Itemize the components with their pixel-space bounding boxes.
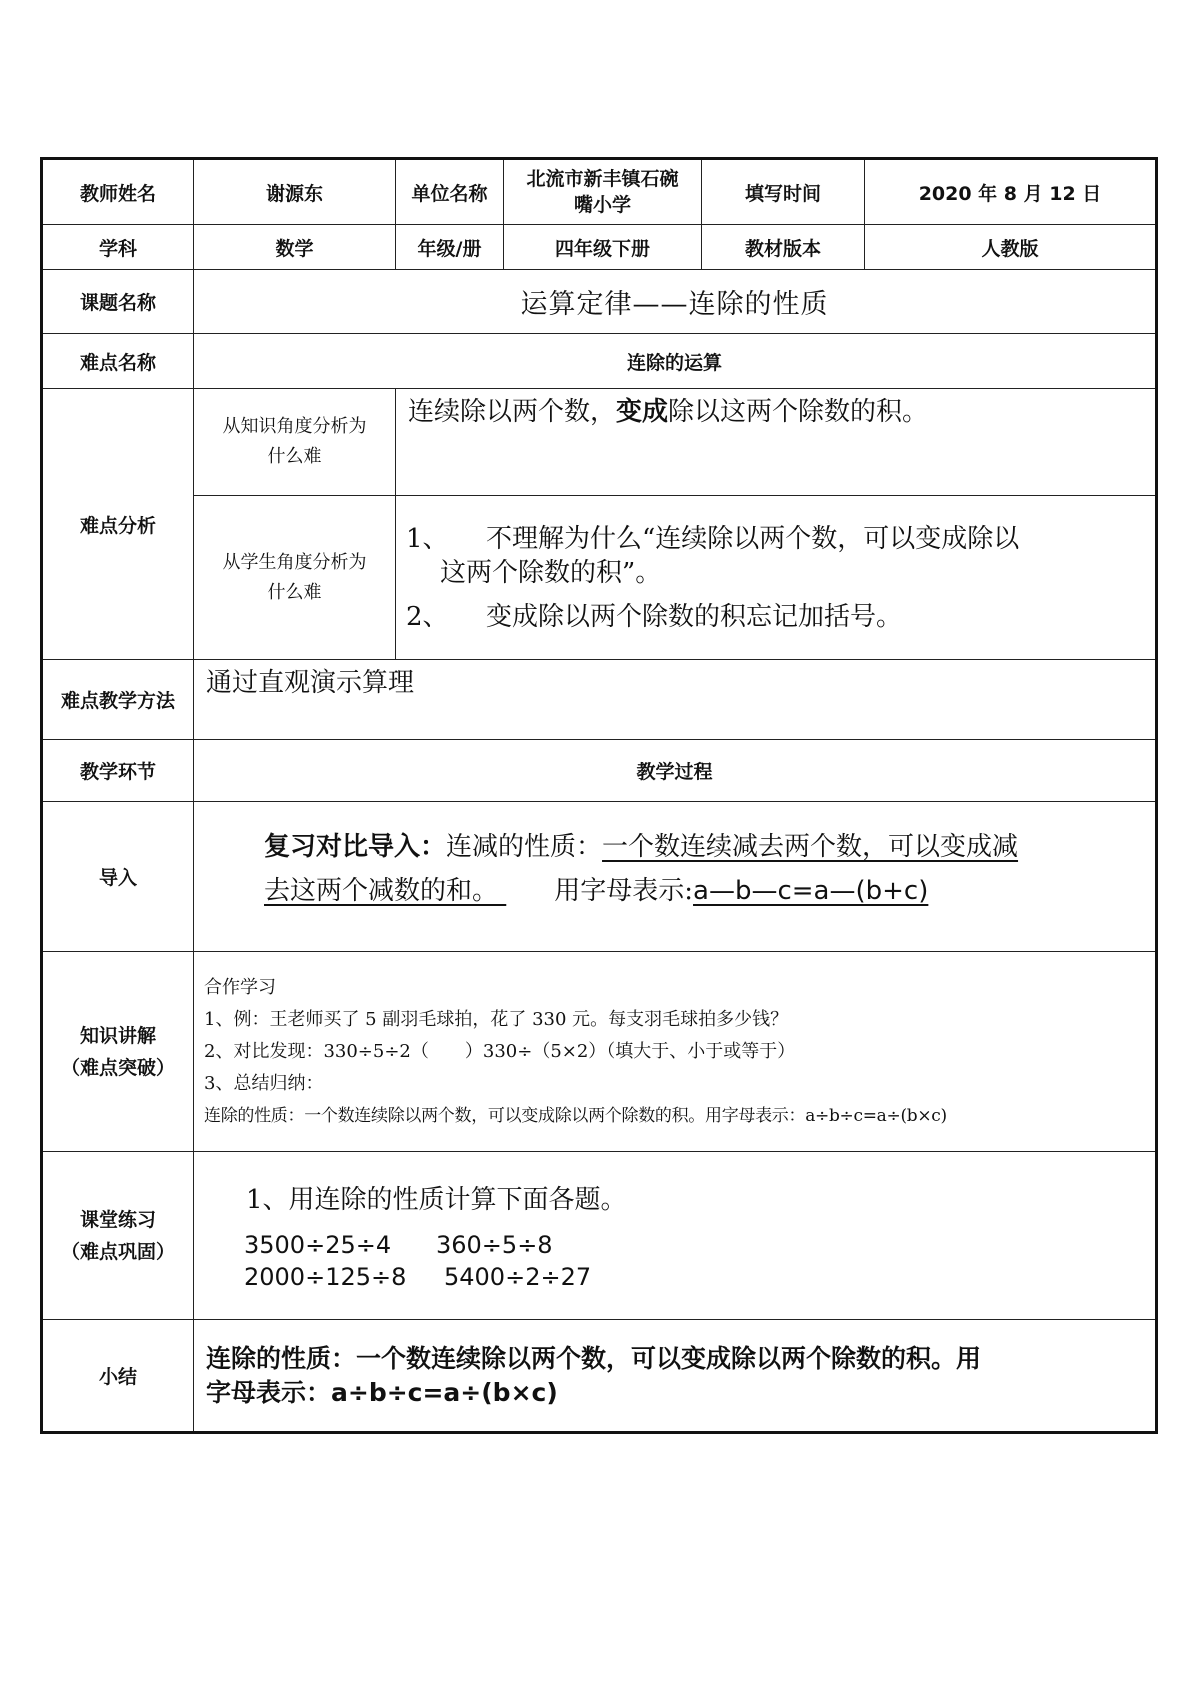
practice-q3: 2000÷125÷8 <box>244 1262 407 1291</box>
explain-line-1: 1、例：王老师买了 5 副羽毛球拍，花了 330 元。每支羽毛球拍多少钱？ <box>204 1008 789 1030</box>
intro-bold-lead: 复习对比导入： <box>264 831 447 862</box>
analysis-row-student <box>42 496 1157 660</box>
unit-label: 单位名称 <box>396 159 504 225</box>
process-label: 教学环节 <box>42 740 194 802</box>
date-label: 填写时间 <box>702 159 865 225</box>
practice-q4: 5400÷2÷27 <box>444 1262 592 1291</box>
unit-value-line2: 嘴小学 <box>573 194 631 216</box>
edition-value: 人教版 <box>865 225 1157 270</box>
knowledge-angle-line1: 从知识角度分析为 <box>222 416 367 437</box>
knowledge-text-bold: 变成 <box>616 397 669 427</box>
intro-label: 导入 <box>42 802 194 952</box>
knowledge-angle-line2: 什么难 <box>267 446 322 467</box>
method-label: 难点教学方法 <box>42 660 194 740</box>
analysis-row-knowledge <box>42 389 1157 496</box>
summary-row <box>42 1320 1157 1433</box>
practice-label <box>42 1152 194 1320</box>
summary-line-1: 连除的性质：一个数连续除以两个数，可以变成除以两个除数的积。用 <box>206 1343 982 1373</box>
intro-row <box>42 802 1157 952</box>
intro-content <box>194 802 1157 952</box>
practice-row-1 <box>244 1229 1145 1261</box>
student-angle-line1: 从学生角度分析为 <box>222 551 367 573</box>
lesson-plan-sheet <box>40 157 1155 1437</box>
explain-label <box>42 952 194 1152</box>
explain-line-2: 2、对比发现：330÷5÷2（ ）330÷（5×2）（填大于、小于或等于） <box>204 1040 796 1062</box>
practice-q1: 3500÷25÷4 <box>244 1230 392 1259</box>
intro-underline-1: 一个数连续减去两个数，可以变成减 <box>602 831 1019 862</box>
explain-row <box>42 952 1157 1152</box>
unit-value-line1: 北流市新丰镇石碗 <box>526 168 679 190</box>
knowledge-angle-text <box>396 389 1157 496</box>
intro-underline-2: 去这两个减数的和。 <box>264 875 507 906</box>
subject-label: 学科 <box>42 225 194 270</box>
student-item-2-num: 2、 <box>406 601 449 632</box>
topic-label: 课题名称 <box>42 270 194 334</box>
knowledge-text-a: 连续除以两个数， <box>408 397 617 427</box>
knowledge-text-b: 除以这两个除数的积。 <box>668 397 929 427</box>
student-angle-label <box>194 496 396 660</box>
process-value: 教学过程 <box>194 740 1157 802</box>
teacher-name-value: 谢源东 <box>194 159 396 225</box>
edition-label: 教材版本 <box>702 225 865 270</box>
student-item-1-text: 不理解为什么“连续除以两个数，可以变成除以 <box>486 523 1020 554</box>
topic-title: 运算定律——连除的性质 <box>194 270 1157 334</box>
student-item-2-text: 变成除以两个除数的积忘记加括号。 <box>486 601 903 632</box>
student-item-2 <box>406 600 1145 634</box>
practice-label-line1: 课堂练习 <box>79 1208 156 1231</box>
intro-line-2 <box>264 869 1145 913</box>
practice-content <box>194 1152 1157 1320</box>
practice-title: 1、用连除的性质计算下面各题。 <box>246 1184 627 1215</box>
student-item-1-num: 1、 <box>406 523 449 554</box>
unit-value <box>504 159 702 225</box>
intro-letters-label: 用字母表示: <box>554 875 694 906</box>
topic-row <box>42 270 1157 334</box>
explain-line-4: 连除的性质：一个数连续除以两个数，可以变成除以两个除数的积。用字母表示：a÷b÷c=a÷(b×c) <box>204 1105 947 1126</box>
grade-label: 年级/册 <box>396 225 504 270</box>
difficulty-label: 难点名称 <box>42 334 194 389</box>
practice-row-2 <box>244 1261 1145 1293</box>
explain-content <box>194 952 1157 1152</box>
grade-value: 四年级下册 <box>504 225 702 270</box>
difficulty-value: 连除的运算 <box>194 334 1157 389</box>
intro-formula: a—b—c=a—(b+c) <box>693 875 929 906</box>
intro-text-1: 连减的性质： <box>446 831 603 862</box>
student-item-1-cont: 这两个除数的积”。 <box>440 557 662 588</box>
lesson-plan-table <box>40 157 1158 1434</box>
method-row <box>42 660 1157 740</box>
summary-label: 小结 <box>42 1320 194 1433</box>
explain-line-3: 3、总结归纳： <box>204 1072 324 1094</box>
header-row-2 <box>42 225 1157 270</box>
knowledge-angle-label <box>194 389 396 496</box>
summary-content <box>194 1320 1157 1433</box>
practice-row <box>42 1152 1157 1320</box>
student-angle-text <box>396 496 1157 660</box>
intro-line-1 <box>264 825 1145 869</box>
summary-line-2: 字母表示：a÷b÷c=a÷(b×c) <box>206 1377 558 1407</box>
practice-q2: 360÷5÷8 <box>436 1230 553 1259</box>
student-item-1 <box>406 522 1145 556</box>
difficulty-row <box>42 334 1157 389</box>
header-row-1 <box>42 159 1157 225</box>
explain-line-0: 合作学习 <box>204 976 276 998</box>
student-angle-line2: 什么难 <box>267 581 322 603</box>
explain-label-line2: （难点突破） <box>60 1056 175 1079</box>
date-value: 2020 年 8 月 12 日 <box>865 159 1157 225</box>
process-row <box>42 740 1157 802</box>
practice-label-line2: （难点巩固） <box>60 1240 175 1263</box>
subject-value: 数学 <box>194 225 396 270</box>
teacher-name-label: 教师姓名 <box>42 159 194 225</box>
method-value: 通过直观演示算理 <box>194 660 1157 740</box>
analysis-label: 难点分析 <box>42 389 194 660</box>
explain-label-line1: 知识讲解 <box>79 1024 156 1047</box>
